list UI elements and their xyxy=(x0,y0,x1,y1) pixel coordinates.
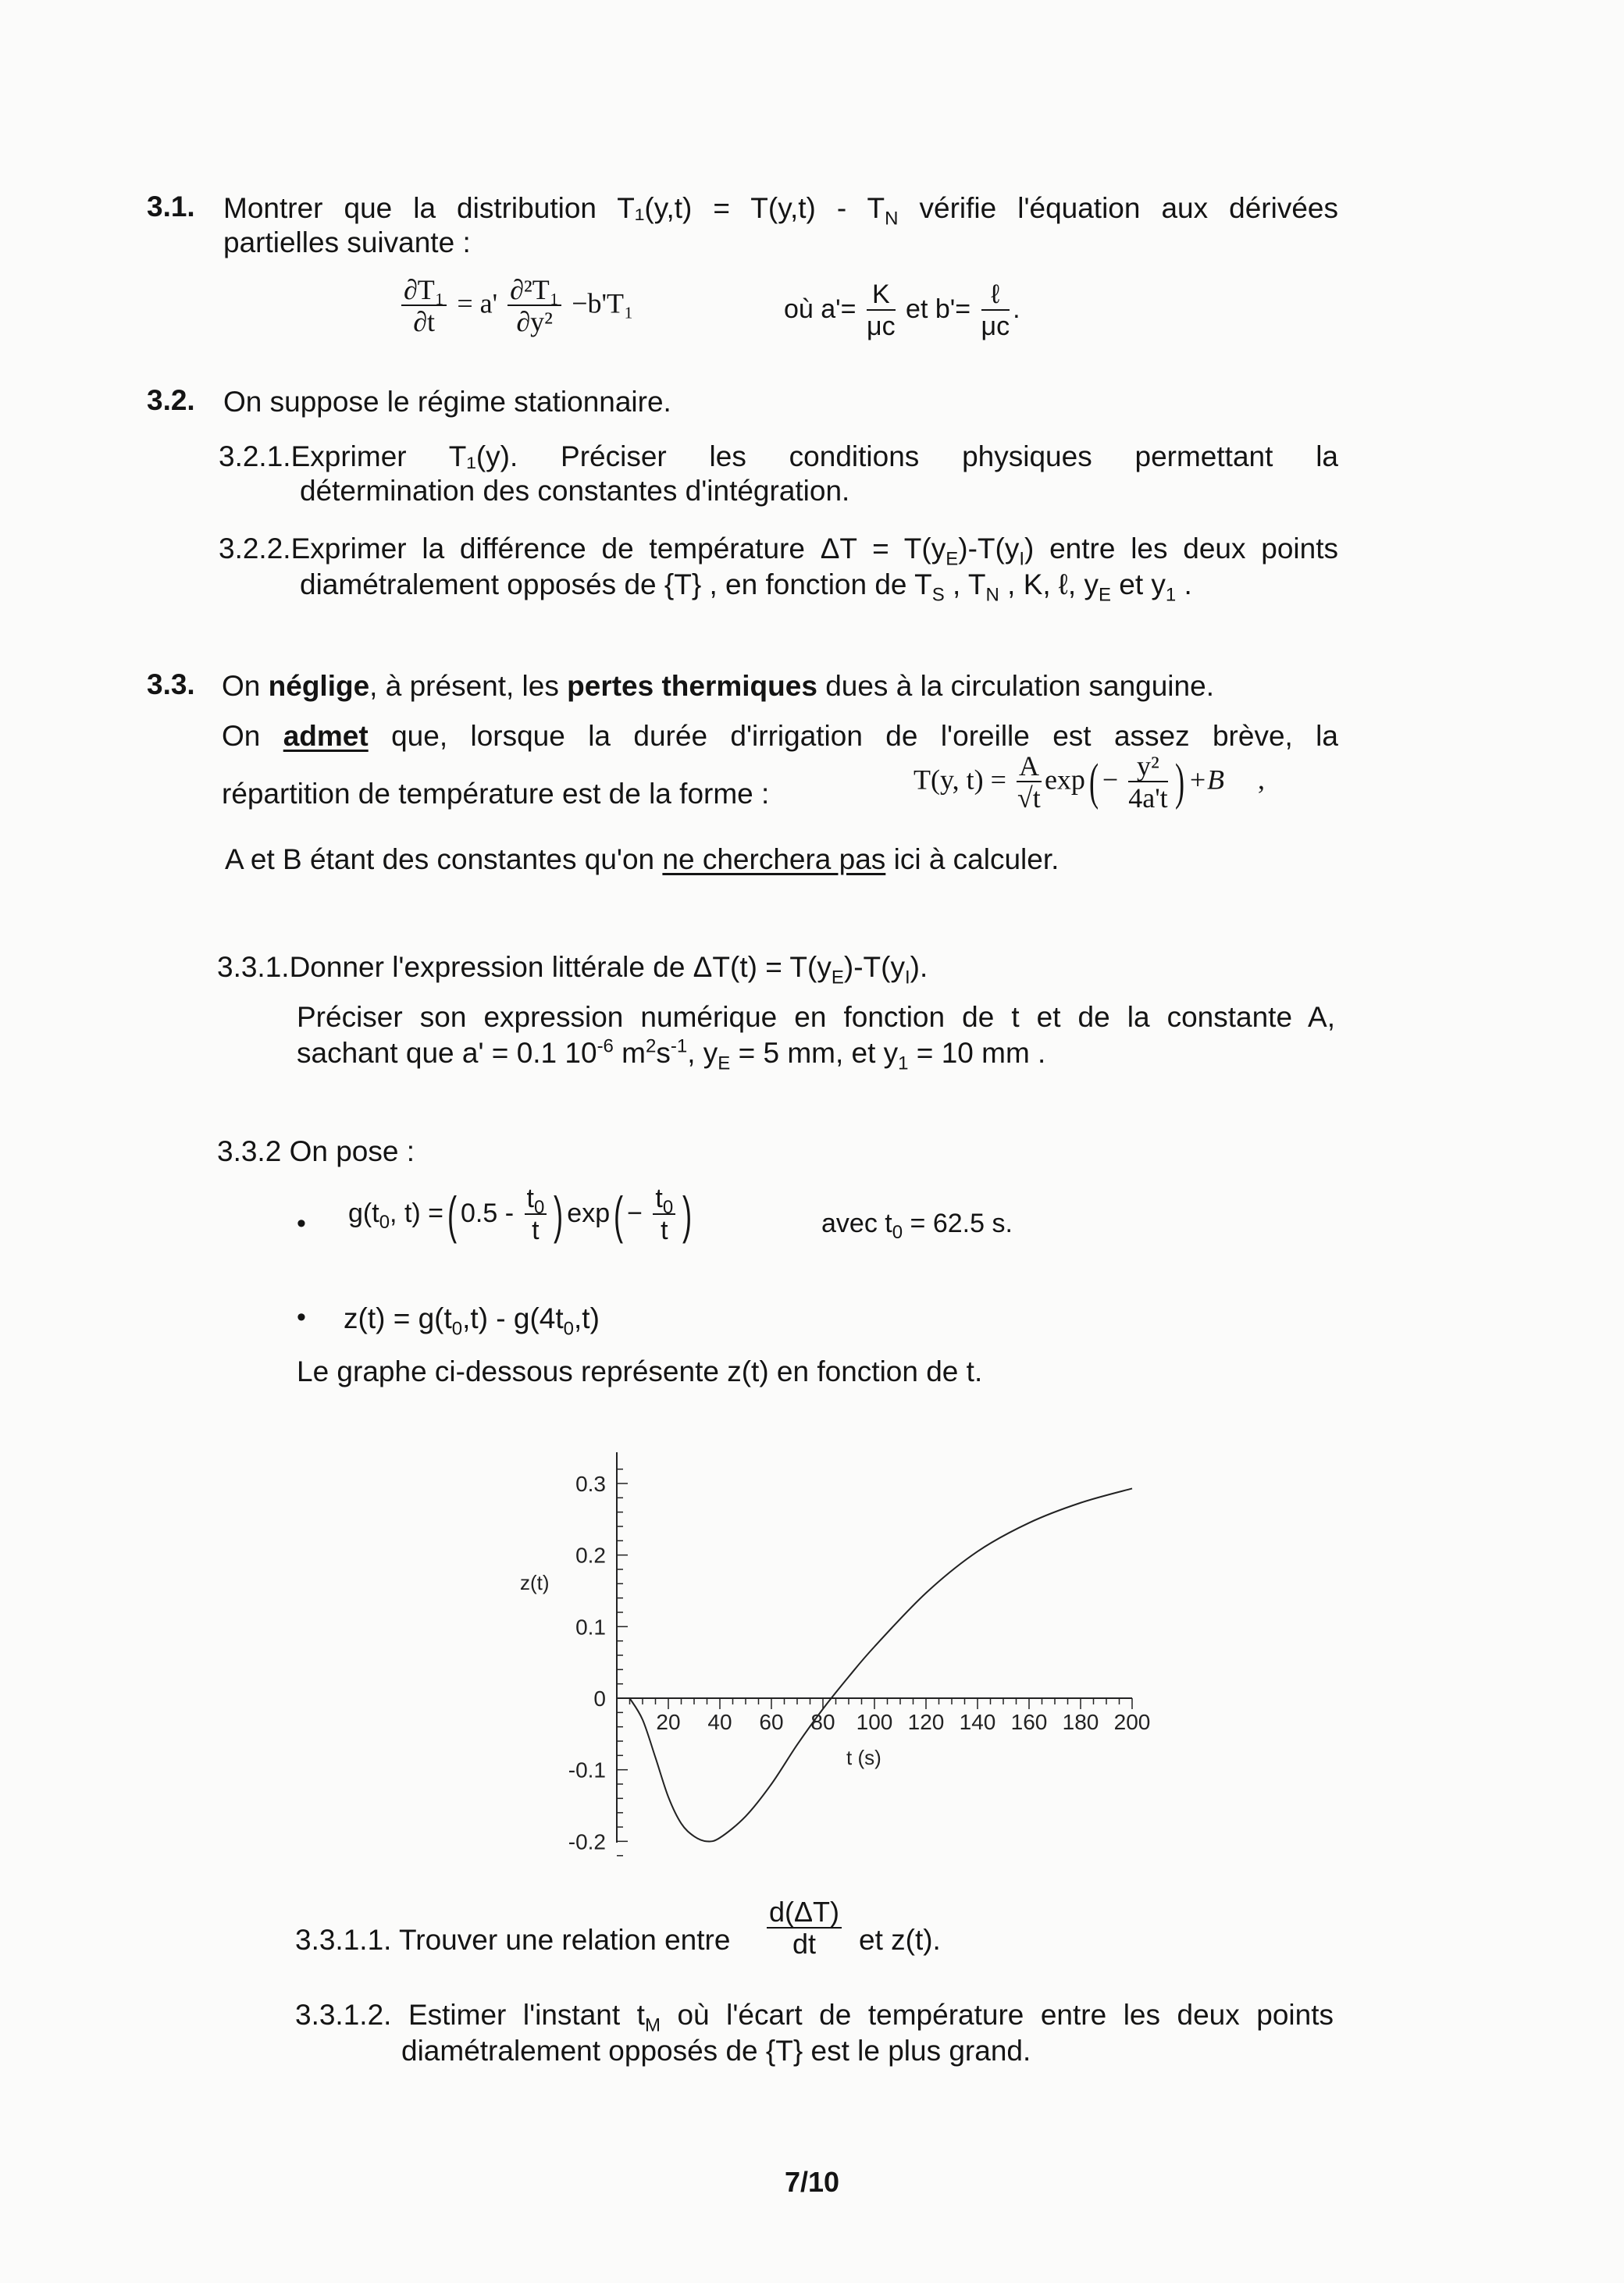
y-tick-label: -0.2 xyxy=(568,1829,606,1854)
q33-line3: répartition de température est de la forme : xyxy=(222,778,770,810)
q3312-line2: diamétralement opposés de {T} est le plus grand. xyxy=(401,2035,1031,2067)
q331-line3: sachant que a' = 0.1 $10^{-6}$ $m^2s^{-1}$, $y_E = 5$ mm, et $y_1 = 10$ mm . xyxy=(297,1035,1046,1074)
bullet-2: • xyxy=(297,1302,306,1332)
bullet-1: • xyxy=(297,1209,306,1238)
q32-text: On suppose le régime stationnaire. xyxy=(223,386,671,418)
q331-line2: Préciser son expression numérique en fonction de t et de la constante A, xyxy=(297,1001,1335,1033)
q31-pde: $\frac{\text{∂T₁}}{\partial t}$ = a' $\frac{\text{∂²T₁}}{\text{∂y²}}$ −b'T₁ xyxy=(398,275,634,337)
q3312-line1: 3.3.1.2. Estimer l'instant $t_M$ où l'écart de température entre les deux points xyxy=(295,1999,1334,2036)
y-tick-label: -0.1 xyxy=(568,1758,606,1783)
q322-line1: 3.2.2.Exprimer la différence de température $\Delta T = T(y_E)-T(y_I)$ entre les deux points xyxy=(219,532,1338,570)
d-delta-t-fraction: $\frac{d(\Delta T)}{dt}$ xyxy=(764,1897,845,1960)
x-tick-label: 100 xyxy=(856,1710,893,1734)
z-definition: $z(t) = g(t_0,t) - g(4t_0,t)$ xyxy=(344,1302,600,1340)
q32-number: 3.2. xyxy=(147,384,195,416)
q33-temperature-formula: T(y, t) = $\frac{A}{√t}$ exp( − $\frac{\text{y²}}{4a't}$ ) +B , xyxy=(914,750,1265,814)
y-tick-label: 0.1 xyxy=(575,1615,606,1640)
q3311-text-a: 3.3.1.1. Trouver une relation entre xyxy=(295,1924,731,1956)
z-curve xyxy=(630,1488,1133,1841)
y-axis-label: z(t) xyxy=(520,1571,550,1594)
graph-caption: Le graphe ci-dessous représente z(t) en fonction de t. xyxy=(297,1355,983,1387)
y-tick-label: 0 xyxy=(593,1686,606,1711)
q3311-text-b: et z(t). xyxy=(859,1924,941,1956)
q321-line1: 3.2.1.Exprimer T₁(y). Préciser les conditions physiques permettant la xyxy=(219,440,1338,472)
x-tick-label: 80 xyxy=(810,1710,835,1734)
x-tick-label: 140 xyxy=(959,1710,996,1734)
q33-line2: On admet que, lorsque la durée d'irrigation de l'oreille est assez brève, la xyxy=(222,720,1338,752)
z-of-t-chart xyxy=(500,1437,1171,1858)
y-tick-label: 0.2 xyxy=(575,1543,606,1568)
q31-constants: où a'= $\frac{K}{\mu c}$ et b'= $\frac{\text{ℓ}}{\mu c}$ . xyxy=(784,280,1020,341)
x-tick-label: 180 xyxy=(1062,1710,1099,1734)
q33-line4: A et B étant des constantes qu'on ne cherchera pas ici à calculer. xyxy=(225,843,1060,875)
q31-number: 3.1. xyxy=(147,191,195,223)
x-axis-label: t (s) xyxy=(846,1746,881,1769)
q33-number: 3.3. xyxy=(147,668,195,700)
x-tick-label: 120 xyxy=(907,1710,945,1734)
q31-line2: partielles suivante : xyxy=(223,226,471,258)
t0-value: avec $t_0 = 62.5$ s. xyxy=(821,1209,1013,1243)
x-tick-label: 200 xyxy=(1113,1710,1151,1734)
q33-line1: On néglige, à présent, les pertes thermiques dues à la circulation sanguine. xyxy=(222,670,1214,702)
x-tick-label: 160 xyxy=(1010,1710,1048,1734)
q332-title: 3.3.2 On pose : xyxy=(217,1135,415,1167)
x-tick-label: 60 xyxy=(759,1710,784,1734)
q331-line1: 3.3.1.Donner l'expression littérale de $\Delta T(t) = T(y_E)-T(y_I)$. xyxy=(217,951,928,988)
x-tick-label: 20 xyxy=(656,1710,681,1734)
q31-line1: Montrer que la distribution $T_1(y,t) = T(y,t) - T_N$ vérifie l'équation aux dérivées xyxy=(223,192,1338,230)
q321-line2: détermination des constantes d'intégration. xyxy=(300,475,850,507)
page-number: 7/10 xyxy=(784,2166,840,2198)
x-tick-label: 40 xyxy=(707,1710,732,1734)
y-tick-label: 0.3 xyxy=(575,1471,606,1496)
g-definition: $g(t_0$, t) =( 0.5 - $\frac{t_0}{t}$ ) exp( − $\frac{t_0}{t}$ ) xyxy=(348,1184,693,1245)
q322-line2: diamétralement opposés de {T} , en fonction de $T_S$ , $T_N$ , K, ℓ, $y_E$ et $y_1$ . xyxy=(300,568,1192,606)
